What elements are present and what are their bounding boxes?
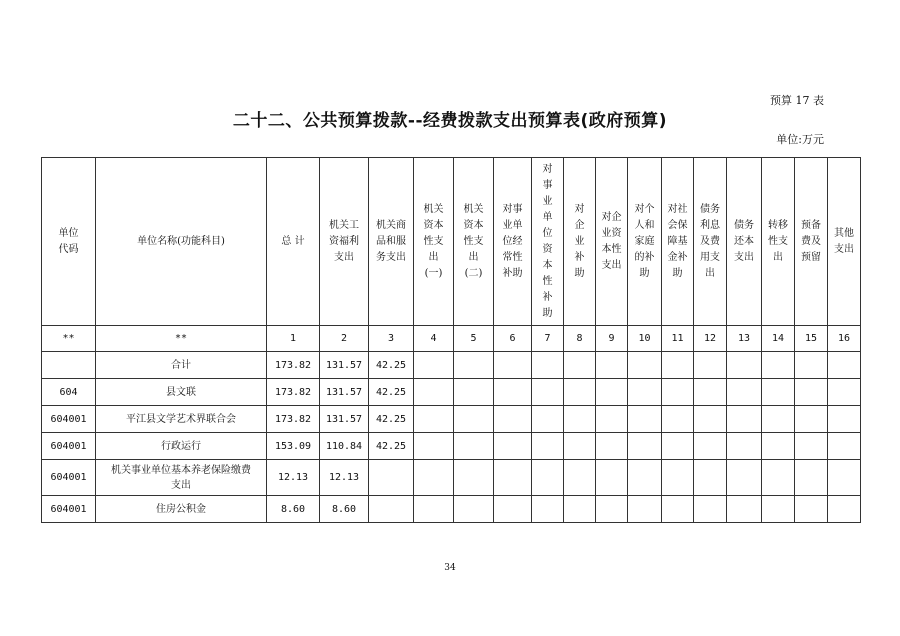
amount-cell: [414, 460, 454, 496]
amount-cell: [628, 406, 662, 433]
unit-name-text: 住房公积金: [156, 503, 206, 515]
column-header-text: 金补: [667, 251, 688, 263]
amount-cell: [564, 433, 596, 460]
amount-cell: [494, 433, 532, 460]
amount-cell: [532, 406, 564, 433]
column-header-text: 资本: [423, 219, 444, 231]
amount-cell: [532, 352, 564, 379]
index-cell: 12: [694, 326, 727, 352]
amount-cell: [596, 460, 628, 496]
column-header-text: 机关: [423, 203, 444, 215]
page-number: 34: [444, 563, 456, 573]
amount-cell: [369, 460, 414, 496]
amount-cell: [494, 352, 532, 379]
column-header-text: 支出: [834, 243, 854, 255]
amount-cell: [564, 496, 596, 523]
amount-cell: [564, 406, 596, 433]
column-header-text: 对社: [667, 203, 688, 215]
column-header-text: 用支: [700, 251, 720, 263]
amount-cell: [414, 352, 454, 379]
amount-cell: 131.57: [320, 379, 369, 406]
column-header-text: 债务: [700, 203, 720, 215]
amount-cell: [662, 496, 694, 523]
amount-cell: [414, 433, 454, 460]
column-header-text: 品和服: [376, 235, 406, 247]
column-header-text: 对事业单位资本性补助: [542, 163, 553, 319]
amount-cell: [532, 433, 564, 460]
amount-cell: [564, 460, 596, 496]
amount-cell: [454, 352, 494, 379]
column-header-text: 对个: [634, 203, 655, 215]
amount-cell: 153.09: [267, 433, 320, 460]
column-header-text: 出: [773, 251, 783, 263]
amount-cell: [795, 406, 828, 433]
amount-cell: [828, 406, 861, 433]
amount-cell: [532, 460, 564, 496]
amount-cell: [494, 379, 532, 406]
unit-label: 单位:万元: [776, 133, 824, 146]
column-header-text: 机关商: [376, 219, 406, 231]
column-header-text: 业单: [502, 219, 523, 231]
amount-cell: [795, 496, 828, 523]
unit-code-cell: 604001: [42, 433, 96, 460]
unit-code-cell: 604001: [42, 460, 96, 496]
unit-name-cell: [96, 460, 267, 496]
amount-cell: [494, 460, 532, 496]
column-header-text: 还本: [734, 235, 754, 247]
amount-cell: [828, 460, 861, 496]
table-row: [42, 406, 861, 433]
column-header-text: 出: [428, 251, 439, 263]
column-header-text: (二): [464, 267, 483, 279]
table-row: [42, 433, 861, 460]
amount-cell: [795, 352, 828, 379]
index-cell: 1: [267, 326, 320, 352]
column-header-text: 转移: [768, 219, 788, 231]
column-header: [454, 158, 494, 326]
unit-name-cell: [96, 433, 267, 460]
index-cell: 14: [762, 326, 795, 352]
column-header: [369, 158, 414, 326]
amount-cell: [762, 379, 795, 406]
form-number: 预算 17 表: [770, 94, 824, 107]
column-header-text: 补助: [502, 267, 523, 279]
index-cell: 7: [532, 326, 564, 352]
amount-cell: [762, 352, 795, 379]
column-header: [267, 158, 320, 326]
amount-cell: [694, 352, 727, 379]
column-header-text: 机关: [463, 203, 484, 215]
column-header: [320, 158, 369, 326]
amount-cell: [532, 496, 564, 523]
index-cell: 11: [662, 326, 694, 352]
amount-cell: [628, 460, 662, 496]
amount-cell: [762, 460, 795, 496]
column-header: [795, 158, 828, 326]
column-header: [96, 158, 267, 326]
amount-cell: [494, 496, 532, 523]
amount-cell: [454, 406, 494, 433]
column-header: [762, 158, 795, 326]
column-header-text: 位经: [502, 235, 523, 247]
amount-cell: [662, 352, 694, 379]
column-header: [564, 158, 596, 326]
column-header-text: 障基: [667, 235, 688, 247]
column-header-text: 出: [468, 251, 479, 263]
unit-name-text: 支出: [171, 479, 191, 491]
table-row: [42, 352, 861, 379]
amount-cell: [596, 433, 628, 460]
amount-cell: [369, 496, 414, 523]
column-header-text: 单位: [58, 227, 79, 239]
index-cell: 9: [596, 326, 628, 352]
column-header-text: 资福利: [329, 235, 359, 247]
column-header-text: 人和: [634, 219, 655, 231]
column-header-text: 会保: [667, 219, 688, 231]
column-header-text: 性支: [423, 235, 444, 247]
amount-cell: [454, 460, 494, 496]
column-header-text: 代码: [58, 243, 79, 255]
amount-cell: 131.57: [320, 406, 369, 433]
column-header-text: 业资: [601, 227, 622, 239]
column-header-text: 本性: [601, 243, 622, 255]
index-cell: **: [42, 326, 96, 352]
unit-code-cell: 604001: [42, 496, 96, 523]
column-header-text: 预备: [801, 219, 821, 231]
unit-code-cell: 604001: [42, 406, 96, 433]
amount-cell: 110.84: [320, 433, 369, 460]
amount-cell: [662, 460, 694, 496]
column-header-text: 资本: [463, 219, 484, 231]
column-header-text: 费及: [801, 235, 821, 247]
table-row: [42, 460, 861, 496]
column-header-text: 支出: [334, 251, 354, 263]
unit-code-cell: [42, 352, 96, 379]
amount-cell: [762, 496, 795, 523]
budget-table: [41, 157, 861, 523]
header-row: [42, 158, 861, 326]
amount-cell: [762, 433, 795, 460]
amount-cell: [727, 433, 762, 460]
amount-cell: 42.25: [369, 379, 414, 406]
index-cell: 2: [320, 326, 369, 352]
column-header-text: 出: [705, 267, 715, 279]
amount-cell: 12.13: [267, 460, 320, 496]
amount-cell: [694, 460, 727, 496]
amount-cell: [628, 433, 662, 460]
index-cell: 4: [414, 326, 454, 352]
amount-cell: [727, 460, 762, 496]
amount-cell: 173.82: [267, 352, 320, 379]
column-header-text: 助: [672, 267, 683, 279]
column-header-text: (一): [424, 267, 443, 279]
column-header: [694, 158, 727, 326]
column-header-text: 家庭: [634, 235, 655, 247]
unit-name-cell: [96, 379, 267, 406]
amount-cell: 8.60: [267, 496, 320, 523]
unit-name-text: 机关事业单位基本养老保险缴费: [111, 464, 251, 476]
column-header-text: 总 计: [281, 235, 305, 247]
amount-cell: [795, 460, 828, 496]
column-header-text: 性支: [768, 235, 788, 247]
table-row: [42, 496, 861, 523]
amount-cell: [414, 406, 454, 433]
column-header-text: 助: [639, 267, 650, 279]
column-header: [662, 158, 694, 326]
amount-cell: [454, 433, 494, 460]
amount-cell: [694, 406, 727, 433]
unit-code-cell: 604: [42, 379, 96, 406]
column-header: [727, 158, 762, 326]
amount-cell: [727, 379, 762, 406]
amount-cell: [628, 496, 662, 523]
table-row: [42, 379, 861, 406]
column-header: [828, 158, 861, 326]
amount-cell: 42.25: [369, 406, 414, 433]
amount-cell: [828, 352, 861, 379]
amount-cell: [828, 433, 861, 460]
column-header-text: 的补: [634, 251, 655, 263]
amount-cell: [795, 433, 828, 460]
column-header-text: 机关工: [329, 219, 359, 231]
column-header-text: 务支出: [376, 251, 406, 263]
amount-cell: 42.25: [369, 352, 414, 379]
column-header-text: 支出: [601, 259, 622, 271]
amount-cell: [596, 406, 628, 433]
unit-name-text: 合计: [171, 359, 191, 371]
amount-cell: 173.82: [267, 406, 320, 433]
unit-name-text: 行政运行: [161, 440, 201, 452]
column-header: [414, 158, 454, 326]
amount-cell: 12.13: [320, 460, 369, 496]
amount-cell: [662, 433, 694, 460]
page-title: 二十二、公共预算拨款--经费拨款支出预算表(政府预算): [232, 111, 668, 131]
column-header-text: 债务: [734, 219, 754, 231]
amount-cell: [694, 379, 727, 406]
column-header: [494, 158, 532, 326]
amount-cell: [564, 379, 596, 406]
unit-name-cell: [96, 352, 267, 379]
index-cell: 6: [494, 326, 532, 352]
index-cell: 8: [564, 326, 596, 352]
index-row: [42, 326, 861, 352]
amount-cell: [662, 406, 694, 433]
amount-cell: [596, 379, 628, 406]
amount-cell: [727, 496, 762, 523]
amount-cell: [532, 379, 564, 406]
column-header-text: 对企业补助: [574, 203, 585, 279]
column-header-text: 性支: [463, 235, 484, 247]
amount-cell: [694, 496, 727, 523]
amount-cell: [727, 352, 762, 379]
amount-cell: [662, 379, 694, 406]
amount-cell: 8.60: [320, 496, 369, 523]
amount-cell: [414, 496, 454, 523]
amount-cell: [564, 352, 596, 379]
column-header-text: 支出: [734, 251, 754, 263]
amount-cell: [414, 379, 454, 406]
amount-cell: [694, 433, 727, 460]
amount-cell: [727, 406, 762, 433]
column-header-text: 常性: [502, 251, 523, 263]
column-header: [596, 158, 628, 326]
unit-name-cell: [96, 496, 267, 523]
column-header: [42, 158, 96, 326]
column-header-text: 单位名称(功能科目): [137, 235, 225, 247]
amount-cell: [596, 496, 628, 523]
amount-cell: [454, 496, 494, 523]
column-header-text: 对企: [601, 211, 622, 223]
amount-cell: [628, 352, 662, 379]
index-cell: **: [96, 326, 267, 352]
unit-name-text: 平江县文学艺术界联合会: [126, 413, 236, 425]
amount-cell: [494, 406, 532, 433]
column-header-text: 利息: [700, 219, 720, 231]
column-header: [628, 158, 662, 326]
column-header: [532, 158, 564, 326]
column-header-text: 对事: [502, 203, 523, 215]
amount-cell: [628, 379, 662, 406]
index-cell: 3: [369, 326, 414, 352]
index-cell: 5: [454, 326, 494, 352]
unit-name-cell: [96, 406, 267, 433]
index-cell: 15: [795, 326, 828, 352]
column-header-text: 其他: [834, 227, 854, 239]
amount-cell: [828, 496, 861, 523]
amount-cell: [828, 379, 861, 406]
index-cell: 10: [628, 326, 662, 352]
amount-cell: [762, 406, 795, 433]
unit-name-text: 县文联: [166, 386, 196, 398]
column-header-text: 预留: [801, 251, 821, 263]
column-header-text: 及费: [700, 235, 720, 247]
index-cell: 13: [727, 326, 762, 352]
amount-cell: 173.82: [267, 379, 320, 406]
amount-cell: [596, 352, 628, 379]
amount-cell: [795, 379, 828, 406]
amount-cell: 131.57: [320, 352, 369, 379]
amount-cell: [454, 379, 494, 406]
index-cell: 16: [828, 326, 861, 352]
amount-cell: 42.25: [369, 433, 414, 460]
